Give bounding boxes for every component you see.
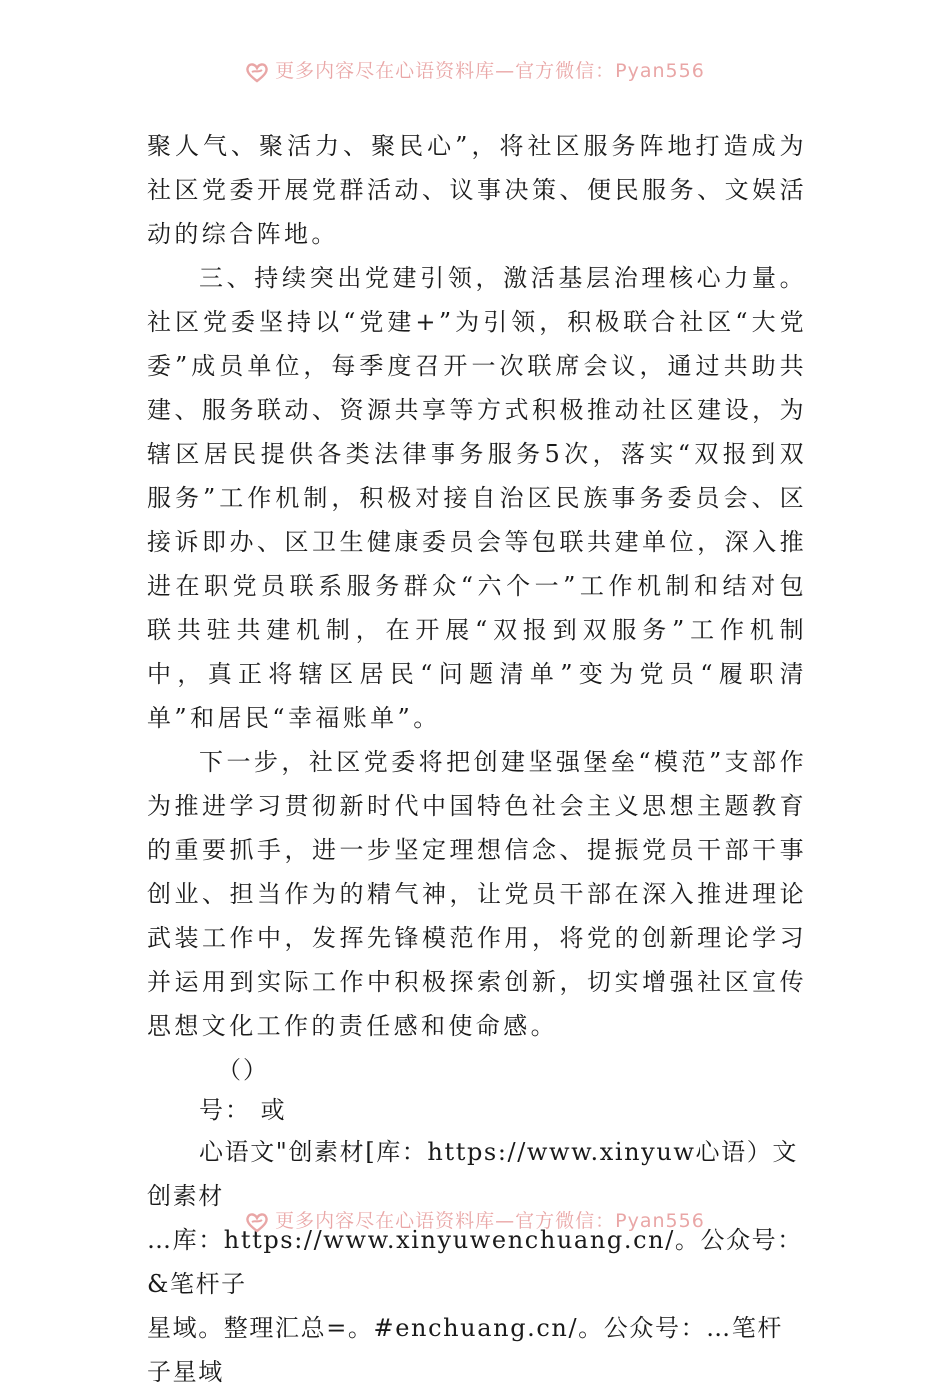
paragraph-continuation: 聚人气、聚活力、聚民心”，将社区服务阵地打造成为社区党委开展党群活动、议事决策、便民服务、文娱活动的综合阵地。 xyxy=(147,132,807,248)
watermark-text: 更多内容尽在心语资料库—官方微信：Pyan556 xyxy=(275,1210,705,1232)
parenthesis-marker: （） xyxy=(217,1056,269,1084)
header-watermark xyxy=(0,58,950,84)
label-line: 号： 或 xyxy=(199,1096,287,1124)
heart-logo-icon xyxy=(245,1211,269,1233)
heart-logo-icon xyxy=(245,61,269,83)
document-body xyxy=(147,124,807,1394)
paragraph-next-steps: 下一步，社区党委将把创建坚强堡垒“模范”支部作为推进学习贯彻新时代中国特色社会主义思想主题教育的重要抓手，进一步坚定理想信念、提振党员干部干事创业、担当作为的精气神，让党员干部在深入推进理论武装工作中，发挥先锋模范作用，将党的创新理论学习并运用到实际工作中积极探索创新，切实增强社区宣传思想文化工作的责任感和使命感。 xyxy=(147,748,807,1040)
source-line-2: …库：https://www.xinyuwenchuang.cn/。公众号：&笔杆子 xyxy=(147,1226,803,1298)
source-line-3: 星域。整理汇总=。#enchuang.cn/。公众号：…笔杆子星域 xyxy=(147,1314,783,1386)
source-line-1: 心语文"创素材[库：https://www.xinyuw心语）文创素材 xyxy=(147,1138,798,1210)
watermark-text: 更多内容尽在心语资料库—官方微信：Pyan556 xyxy=(275,60,705,82)
footer-watermark xyxy=(0,1208,950,1234)
paragraph-party-leadership: 三、持续突出党建引领，激活基层治理核心力量。社区党委坚持以“党建+”为引领，积极联合社区“大党委”成员单位，每季度召开一次联席会议，通过共助共建、服务联动、资源共享等方式积极推动社区建设，为辖区居民提供各类法律事务服务5次，落实“双报到双服务”工作机制，积极对接自治区民族事务委员会、区接诉即办、区卫生健康委员会等包联共建单位，深入推进在职党员联系服务群众“六个一”工作机制和结对包联共驻共建机制，在开展“双报到双服务”工作机制中，真正将辖区居民“问题清单”变为党员“履职清单”和居民“幸福账单”。 xyxy=(147,264,807,732)
